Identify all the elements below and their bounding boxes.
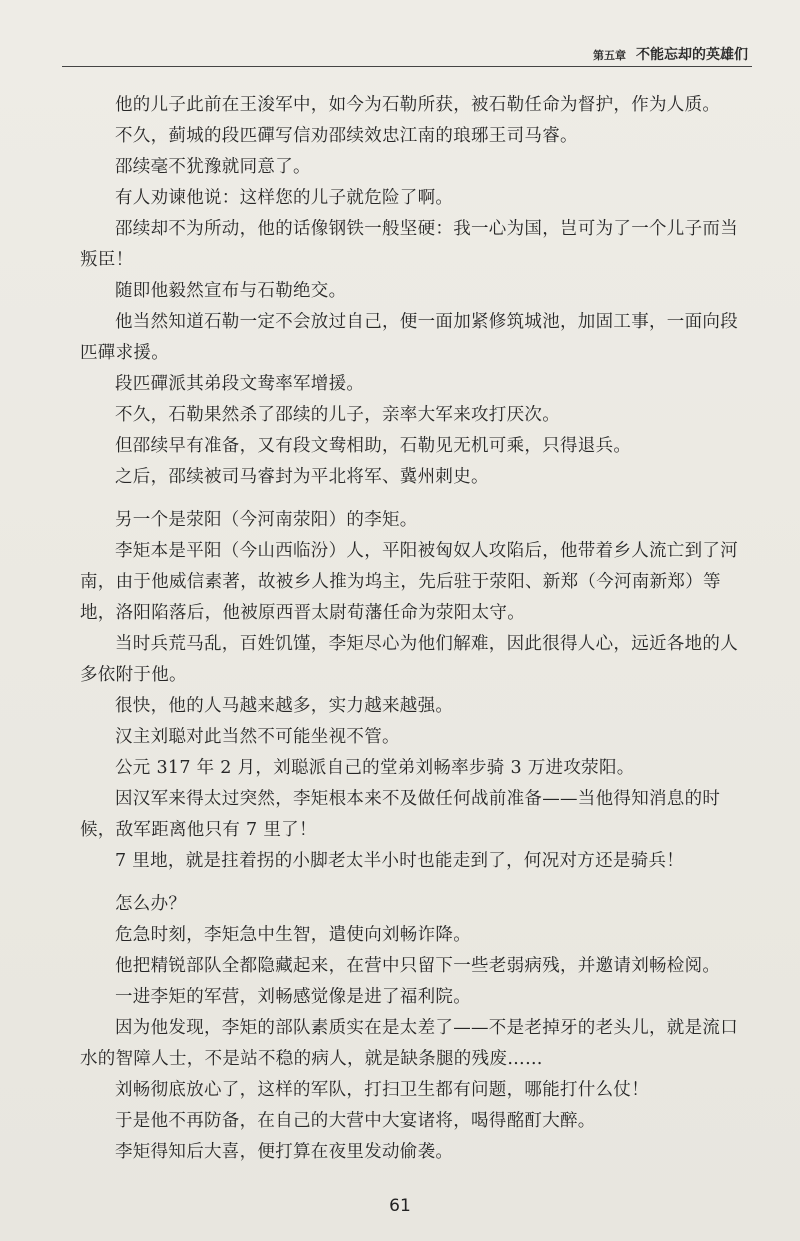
paragraph: 怎么办？ bbox=[115, 894, 187, 914]
paragraph: 刘畅彻底放心了，这样的军队，打扫卫生都有问题，哪能打什么仗！ bbox=[115, 1080, 649, 1100]
paragraph: 因汉军来得太过突然，李矩根本来不及做任何战前准备——当他得知消息的时候，敌军距离他只有 7 里了！ bbox=[80, 789, 721, 840]
paragraph: 他的儿子此前在王浚军中，如今为石勒所获，被石勒任命为督护，作为人质。 bbox=[115, 95, 721, 115]
paragraph: 不久，石勒果然杀了邵续的儿子，亲率大军来攻打厌次。 bbox=[115, 405, 560, 425]
paragraph: 7 里地，就是拄着拐的小脚老太半小时也能走到了，何况对方还是骑兵！ bbox=[115, 851, 685, 871]
paragraph: 之后，邵续被司马睿封为平北将军、冀州刺史。 bbox=[115, 467, 489, 487]
paragraph: 另一个是荥阳（今河南荥阳）的李矩。 bbox=[115, 510, 418, 530]
paragraph: 但邵续早有准备，又有段文鸯相助，石勒见无机可乘，只得退兵。 bbox=[115, 436, 632, 456]
page-number: 61 bbox=[389, 1196, 411, 1216]
header-rule bbox=[62, 66, 752, 67]
paragraph: 邵续毫不犹豫就同意了。 bbox=[115, 157, 311, 177]
chapter-label: 第五章 bbox=[593, 49, 626, 62]
paragraph: 危急时刻，李矩急中生智，遣使向刘畅诈降。 bbox=[115, 925, 471, 945]
paragraph: 公元 317 年 2 月，刘聪派自己的堂弟刘畅率步骑 3 万进攻荥阳。 bbox=[115, 758, 635, 778]
section-gap bbox=[80, 493, 752, 505]
chapter-title: 不能忘却的英雄们 bbox=[636, 47, 748, 63]
paragraph: 邵续却不为所动，他的话像钢铁一般坚硬：我一心为国，岂可为了一个儿子而当叛臣！ bbox=[80, 219, 738, 270]
paragraph: 很快，他的人马越来越多，实力越来越强。 bbox=[115, 696, 454, 716]
paragraph: 一进李矩的军营，刘畅感觉像是进了福利院。 bbox=[115, 987, 471, 1007]
body-text bbox=[80, 90, 752, 1168]
paragraph: 不久，蓟城的段匹磾写信劝邵续效忠江南的琅琊王司马睿。 bbox=[115, 126, 578, 146]
paragraph: 李矩得知后大喜，便打算在夜里发动偷袭。 bbox=[115, 1142, 454, 1162]
paragraph: 他当然知道石勒一定不会放过自己，便一面加紧修筑城池，加固工事，一面向段匹磾求援。 bbox=[80, 312, 738, 363]
paragraph: 于是他不再防备，在自己的大营中大宴诸将，喝得酩酊大醉。 bbox=[115, 1111, 596, 1131]
paragraph: 随即他毅然宣布与石勒绝交。 bbox=[115, 281, 347, 301]
paragraph: 段匹磾派其弟段文鸯率军增援。 bbox=[115, 374, 365, 394]
running-header bbox=[593, 44, 748, 64]
paragraph: 当时兵荒马乱，百姓饥馑，李矩尽心为他们解难，因此很得人心，远近各地的人多依附于他。 bbox=[80, 634, 738, 685]
paragraph: 因为他发现，李矩的部队素质实在是太差了——不是老掉牙的老头儿，就是流口水的智障人士，不是站不稳的病人，就是缺条腿的残废…… bbox=[80, 1018, 738, 1069]
paragraph: 李矩本是平阳（今山西临汾）人，平阳被匈奴人攻陷后，他带着乡人流亡到了河南，由于他威信素著，故被乡人推为坞主，先后驻于荥阳、新郑（今河南新郑）等地，洛阳陷落后，他被原西晋太尉荀藩任命为荥阳太守。 bbox=[80, 541, 738, 623]
paragraph: 有人劝谏他说：这样您的儿子就危险了啊。 bbox=[115, 188, 454, 208]
paragraph: 他把精锐部队全都隐藏起来，在营中只留下一些老弱病残，并邀请刘畅检阅。 bbox=[115, 956, 721, 976]
section-gap bbox=[80, 877, 752, 889]
paragraph: 汉主刘聪对此当然不可能坐视不管。 bbox=[115, 727, 400, 747]
